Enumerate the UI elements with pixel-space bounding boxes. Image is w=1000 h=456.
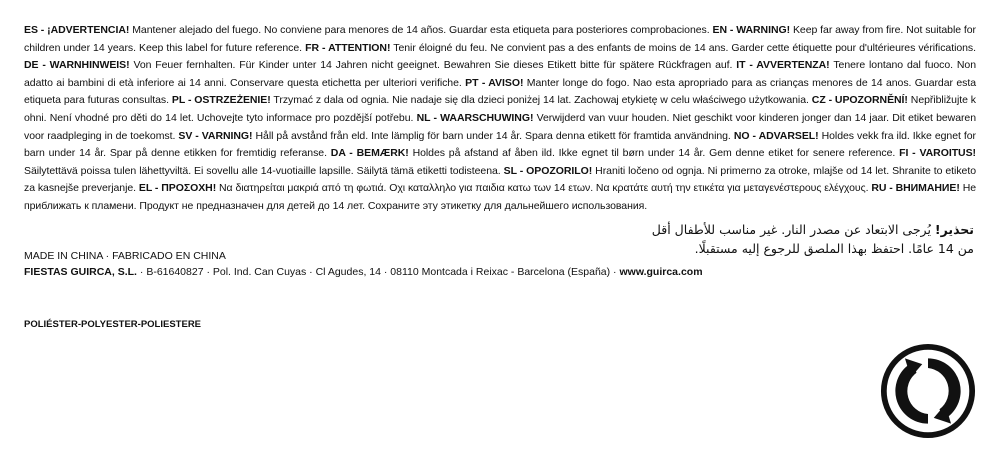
warning-text-es: Mantener alejado del fuego. No conviene para menores de 14 años. Guardar esta etiqueta para posteriores comprobaciones. [132,24,710,36]
company-website: www.guirca.com [619,266,703,278]
company-info [24,264,703,280]
warning-text-no: Holdes vekk fra ild. Ikke egnet for barn under 14 år. Spar på denne etikken for fremtidig referanse. [24,129,976,160]
warning-text-pt: Manter longe do fogo. Nao esta apropriado para as crianças menores de 14 anos. Guardar esta etiqueta para futuras consultas. [24,76,976,107]
warning-text-ru: Не приближать к пламени. Продукт не предназначен для детей до 14 лет. Сохраните эту этикетку для дальнейшего использования. [24,182,977,212]
arabic-warning-label: تحذير! [934,222,974,237]
warning-label-no: NO - ADVARSEL! [733,129,819,142]
warning-label-en: EN - WARNING! [712,24,791,36]
warning-label-cz: CZ - UPOZORNĚNÍ! [811,94,908,107]
warning-text-block [24,22,976,216]
warning-label-fr: FR - ATTENTION! [305,41,391,54]
warning-label-ru: RU - ВНИМАНИЕ! [871,182,960,195]
warning-label-de: DE - WARNHINWEIS! [24,59,130,72]
company-details: · B-61640827 · Pol. Ind. Can Cuyas · Cl Agudes, 14 · 08110 Montcada i Reixac - Barcelona (España) · [139,266,617,278]
warning-text-nl: Verwijderd van vuur houden. Niet geschikt voor kinderen jonger dan 14 jaar. Dit etiket bewaren voor raadpleging in de toekomst. [24,111,977,142]
warning-text-fr: Tenir éloigné du feu. Ne convient pas a des enfants de moins de 14 ans. Garder cette étiquette pour d'ultérieures vérifications. [393,41,976,54]
warning-label-sl: SL - OPOZORILO! [503,164,593,177]
arabic-warning [554,220,974,258]
green-dot-recycling-icon [880,343,976,439]
warning-text-it: Tenere lontano dal fuoco. Non adatto ai bambini di età inferiore ai 14 anni. Conservare questa etichetta per ulteriori verifiche. [24,59,976,89]
made-in-text: MADE IN CHINA · FABRICADO EN CHINA [24,250,226,262]
warning-text-da: Holdes på afstand af åben ild. Ikke egnet til børn under 14 år. Gem denne etiket for senere reference. [412,147,896,160]
warning-label-pl: PL - OSTRZEŻENIE! [171,94,271,107]
warning-label-da: DA - BEMÆRK! [330,147,409,160]
warning-text-el: Να διατηρείται μακριά από τη φωτιά. Οχι καταλληλο για παιδια κατω των 14 ετων. Να κρατάτε αυτή την ετικέτα για μεταγενέστερους ελέγχους. [219,182,869,195]
warning-text-de: Von Feuer fernhalten. Für Kinder unter 14 Jahren nicht geeignet. Bewahren Sie dieses Etikett bitte für spätere Rückfragen auf. [133,59,733,72]
company-name: FIESTAS GUIRCA, S.L. [24,266,137,278]
warning-label-nl: NL - WAARSCHUWING! [416,111,534,124]
warning-text-sl: Hraniti ločeno od ognja. Ni primerno za otroke, mlajše od 14 let. Shranite to etiketo za kasnejše preverjanje. [24,164,976,195]
arabic-warning-line-1 [554,220,974,239]
warning-text-sv: Håll på avstånd från eld. Inte lämplig för barn under 14 år. Spara denna etikett för framtida användning. [255,129,731,142]
warning-label-es: ES - ¡ADVERTENCIA! [24,24,130,36]
warning-label-pt: PT - AVISO! [465,76,524,89]
warning-label-fi: FI - VAROITUS! [899,147,976,160]
warning-text-pl: Trzymać z dala od ognia. Nie nadaje się dla dzieci poniżej 14 lat. Zachowaj etykietę w celu właściwego użytkowania. [273,94,809,107]
warning-label-el: EL - ΠΡΟΣΟΧΗ! [138,182,217,195]
material-text: POLIÉSTER-POLYESTER-POLIESTERE [24,319,202,330]
warning-text-fi: Säilytettävä poissa tulen lähettyviltä. Ei sovellu alle 14-vuotiaille lapsille. Säilytä tämä etiketti todisteena. [24,164,501,177]
warning-label-sv: SV - VARNING! [178,129,253,142]
warning-label-it: IT - AVVERTENZA! [736,59,830,72]
warning-text-en: Keep far away from fire. Not suitable for children under 14 years. Keep this label for future reference. [24,24,977,54]
warning-text-cz: Nepřibližujte k ohni. Není vhodné pro děti do 14 let. Uchovejte tyto informace pro pozdější potřebu. [24,94,977,124]
arabic-warning-text-2: من 14 عامًا. احتفظ بهذا الملصق للرجوع إليه مستقبلًا. [694,241,974,256]
arabic-warning-text-1: يُرجى الابتعاد عن مصدر النار. غير مناسب للأطفال أقل [651,222,931,237]
